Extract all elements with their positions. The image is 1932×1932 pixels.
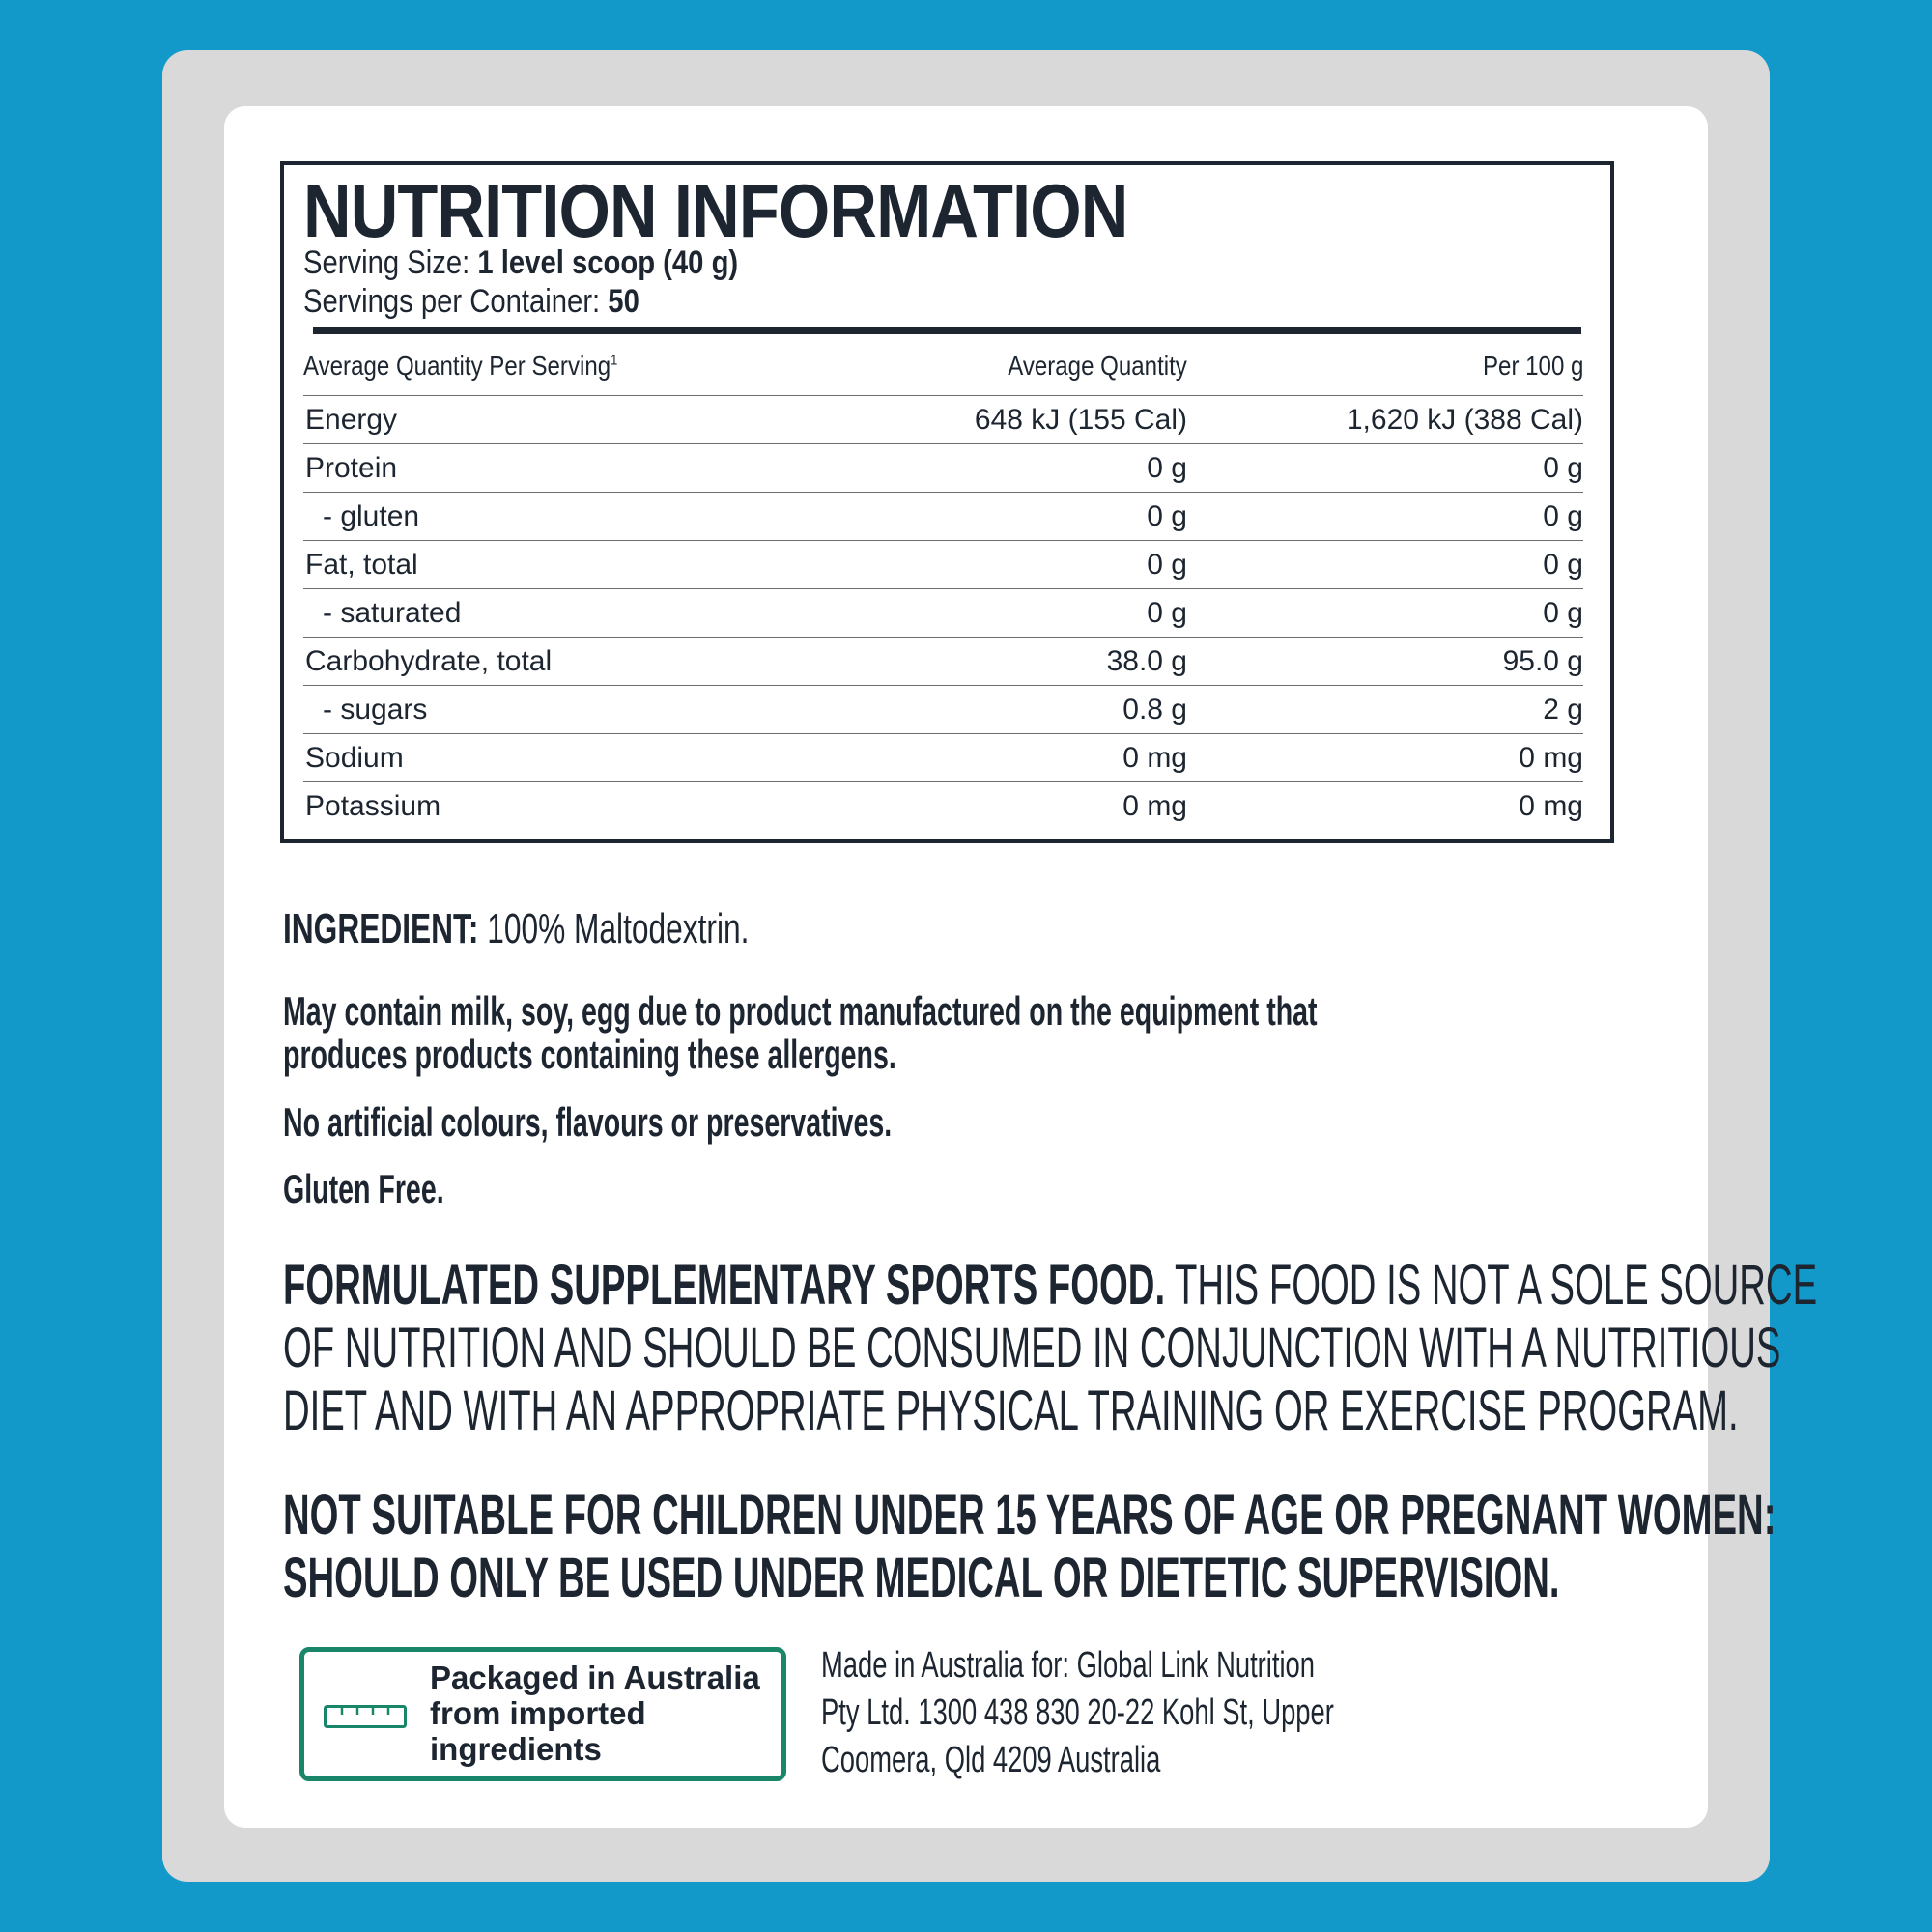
warning-line-2: SHOULD ONLY BE USED UNDER MEDICAL OR DIETETIC SUPERVISION. [283,1547,1560,1609]
per-100g: 95.0 g [1502,645,1583,677]
ruler-bar-icon [324,1705,407,1728]
ingredient-label: INGREDIENT: [283,905,479,952]
per-100g: 0 g [1543,452,1583,484]
fssf-line-1: FORMULATED SUPPLEMENTARY SPORTS FOOD. THIS FOOD IS NOT A SOLE SOURCE [283,1254,1818,1317]
nutrient-name: - sugars [323,694,428,725]
average-per-serving: 0 g [1147,500,1187,532]
table-row [303,637,1583,685]
average-per-serving: 0 mg [1122,790,1187,822]
header-average: Average Quantity [1008,351,1187,381]
ingredient-line [283,905,750,952]
table-row [303,395,1583,443]
fssf-line-2: OF NUTRITION AND SHOULD BE CONSUMED IN CONJUNCTION WITH A NUTRITIOUS [283,1317,1781,1379]
warning-line-1: NOT SUITABLE FOR CHILDREN UNDER 15 YEARS OF AGE OR PREGNANT WOMEN: [283,1484,1776,1547]
header-per-100g: Per 100 g [1482,351,1583,381]
table-row [303,492,1583,540]
per-100g: 0 g [1543,549,1583,581]
average-per-serving: 0 g [1147,452,1187,484]
table-header [303,351,1583,389]
fssf-heading: FORMULATED SUPPLEMENTARY SPORTS FOOD. [283,1254,1166,1317]
per-100g: 0 g [1543,597,1583,629]
nutrient-name: Potassium [305,790,441,822]
servings-value: 50 [608,283,639,320]
country-of-origin-badge [299,1647,786,1781]
average-per-serving: 38.0 g [1106,645,1187,677]
nutrient-name: Carbohydrate, total [305,645,553,677]
gluten-free-claim: Gluten Free. [283,1166,444,1211]
average-per-serving: 0 g [1147,549,1187,581]
panel-title: NUTRITION INFORMATION [303,168,1128,253]
allergen-line-2: produces products containing these allergens. [283,1032,896,1077]
serving-size-value: 1 level scoop (40 g) [477,244,739,281]
average-per-serving: 0.8 g [1122,694,1187,725]
nutrient-name: Protein [305,452,398,484]
per-100g: 2 g [1543,694,1583,725]
badge-text: Packaged in Australia from imported ingredients [430,1660,760,1767]
fssf-line-3: DIET AND WITH AN APPROPRIATE PHYSICAL TRAINING OR EXERCISE PROGRAM. [283,1379,1739,1442]
no-artificial-claim: No artificial colours, flavours or preservatives. [283,1099,893,1145]
nutrient-name: Energy [305,404,398,436]
table-row [303,443,1583,492]
manufacturer-address: Made in Australia for: Global Link Nutrition Pty Ltd. 1300 438 830 20-22 Kohl St, Upper Coomera, Qld 4209 Australia [821,1645,1334,1780]
average-per-serving: 0 g [1147,597,1187,629]
average-per-serving: 0 mg [1122,742,1187,774]
table-row [303,588,1583,637]
average-per-serving: 648 kJ (155 Cal) [974,404,1187,436]
nutrient-name: - saturated [323,597,462,629]
per-100g: 0 g [1543,500,1583,532]
nutrition-panel [280,161,1614,843]
table-row [303,781,1583,830]
footnote-marker: 1 [611,352,618,369]
table-row [303,733,1583,781]
serving-size: Serving Size: 1 level scoop (40 g) [303,244,739,281]
table-row [303,685,1583,733]
nutrient-name: - gluten [323,500,420,532]
header-label: Average Quantity Per Serving$^1$ [303,351,618,381]
nutrition-rows [303,395,1583,830]
per-100g: 0 mg [1519,742,1583,774]
per-100g: 0 mg [1519,790,1583,822]
divider [313,327,1581,334]
allergen-line-1: May contain milk, soy, egg due to product manufactured on the equipment that [283,988,1318,1034]
nutrient-name: Sodium [305,742,404,774]
table-row [303,540,1583,588]
per-100g: 1,620 kJ (388 Cal) [1346,404,1583,436]
ingredient-value: 100% Maltodextrin. [487,905,750,952]
nutrient-name: Fat, total [305,549,418,581]
servings-per-container: Servings per Container: 50 [303,283,639,320]
